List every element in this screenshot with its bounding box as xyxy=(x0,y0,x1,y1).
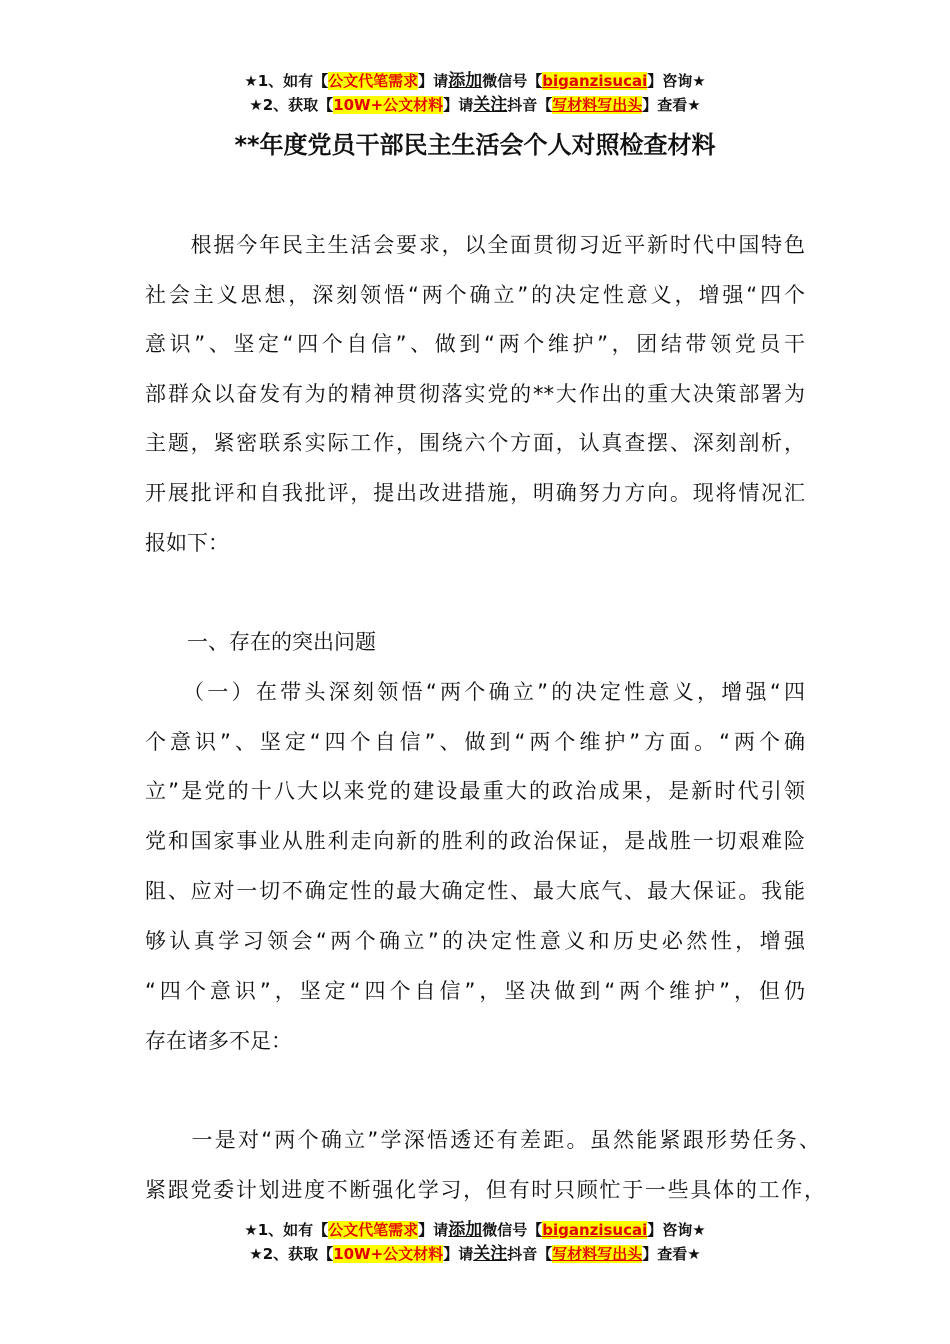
ad-text: 】查看★ xyxy=(642,96,701,114)
ad-text: 抖音【 xyxy=(507,96,553,114)
ad-text: ★1、如有【 xyxy=(244,1221,329,1239)
body-line: “四个意识”，坚定“四个自信”，坚决做到“两个维护”，但仍 xyxy=(145,979,805,1003)
body-line: 立”是党的十八大以来党的建设最重大的政治成果，是新时代引领 xyxy=(145,779,805,803)
body-line: 意识”、坚定“四个自信”、做到“两个维护”，团结带领党员干 xyxy=(145,332,805,356)
ad-text: 】咨询★ xyxy=(647,72,706,90)
ad-banner-top-line1 xyxy=(0,69,950,93)
ad-underline: 添加 xyxy=(448,1220,483,1240)
body-line: 阻、应对一切不确定性的最大确定性、最大底气、最大保证。我能 xyxy=(145,879,805,903)
ad-underline: 关注 xyxy=(473,1244,508,1264)
body-line: 一是对“两个确立”学深悟透还有差距。虽然能紧跟形势任务、 xyxy=(145,1128,820,1152)
ad-douyin-id: 写材料写出头 xyxy=(552,1245,643,1263)
ad-banner-bottom-line2 xyxy=(0,1242,950,1266)
ad-highlight: 10W+公文材料 xyxy=(333,96,444,114)
document-title: **年度党员干部民主生活会个人对照检查材料 xyxy=(234,131,716,159)
ad-text: 微信号【 xyxy=(482,1221,543,1239)
ad-text: ★1、如有【 xyxy=(244,72,329,90)
ad-highlight: 10W+公文材料 xyxy=(333,1245,444,1263)
body-line: 开展批评和自我批评，提出改进措施，明确努力方向。现将情况汇 xyxy=(145,481,805,505)
ad-underline: 关注 xyxy=(473,95,508,115)
body-line: 够认真学习领会“两个确立”的决定性意义和历史必然性，增强 xyxy=(145,929,805,953)
ad-highlight: 公文代笔需求 xyxy=(328,72,419,90)
ad-text: 】请 xyxy=(418,1221,449,1239)
body-line: 主题，紧密联系实际工作，围绕六个方面，认真查摆、深刻剖析， xyxy=(145,431,805,455)
body-line: 社会主义思想，深刻领悟“两个确立”的决定性意义，增强“四个 xyxy=(145,283,805,307)
ad-text: 】请 xyxy=(443,96,474,114)
body-line: 党和国家事业从胜利走向新的胜利的政治保证，是战胜一切艰难险 xyxy=(145,829,805,853)
ad-text: ★2、获取【 xyxy=(249,1245,334,1263)
body-line: 根据今年民主生活会要求，以全面贯彻习近平新时代中国特色 xyxy=(145,233,805,257)
ad-underline: 添加 xyxy=(448,71,483,91)
ad-highlight: 公文代笔需求 xyxy=(328,1221,419,1239)
ad-wechat-id: biganzisucai xyxy=(542,72,648,90)
body-line: （一）在带头深刻领悟“两个确立”的决定性意义，增强“四 xyxy=(145,680,805,704)
body-line: 存在诸多不足： xyxy=(145,1029,292,1053)
ad-text: 】咨询★ xyxy=(647,1221,706,1239)
ad-text: 】查看★ xyxy=(642,1245,701,1263)
section-heading: 一、存在的突出问题 xyxy=(145,630,376,654)
body-line: 个意识”、坚定“四个自信”、做到“两个维护”方面。“两个确 xyxy=(145,730,805,754)
ad-banner-bottom-line1 xyxy=(0,1218,950,1242)
body-line: 紧跟党委计划进度不断强化学习，但有时只顾忙于一些具体的工作， xyxy=(145,1178,825,1202)
ad-wechat-id: biganzisucai xyxy=(542,1221,648,1239)
body-line: 部群众以奋发有为的精神贯彻落实党的**大作出的重大决策部署为 xyxy=(145,382,805,406)
body-line: 报如下： xyxy=(145,531,229,555)
ad-text: ★2、获取【 xyxy=(249,96,334,114)
ad-text: 抖音【 xyxy=(507,1245,553,1263)
ad-banner-top-line2 xyxy=(0,93,950,117)
ad-text: 】请 xyxy=(443,1245,474,1263)
ad-text: 】请 xyxy=(418,72,449,90)
ad-douyin-id: 写材料写出头 xyxy=(552,96,643,114)
ad-text: 微信号【 xyxy=(482,72,543,90)
